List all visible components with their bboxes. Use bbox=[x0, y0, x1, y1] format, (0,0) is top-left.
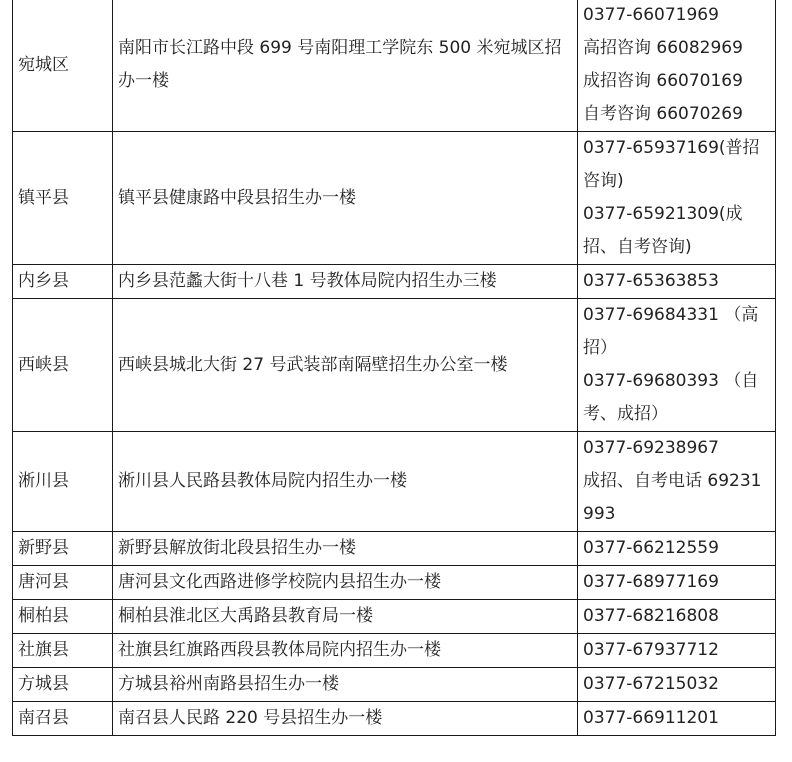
table-row bbox=[13, 299, 776, 432]
admissions-office-table bbox=[12, 0, 776, 736]
district-cell: 内乡县 bbox=[13, 265, 113, 299]
phone-cell bbox=[578, 634, 776, 668]
phone-cell bbox=[578, 566, 776, 600]
district-cell: 南召县 bbox=[13, 702, 113, 736]
phone-cell bbox=[578, 532, 776, 566]
address-cell: 淅川县人民路县教体局院内招生办一楼 bbox=[113, 432, 578, 532]
table-row bbox=[13, 132, 776, 265]
table-body bbox=[13, 0, 776, 736]
address-cell: 桐柏县淮北区大禹路县教育局一楼 bbox=[113, 600, 578, 634]
table-row bbox=[13, 0, 776, 132]
phone-cell bbox=[578, 299, 776, 432]
address-cell: 镇平县健康路中段县招生办一楼 bbox=[113, 132, 578, 265]
phone-cell bbox=[578, 600, 776, 634]
phone-line: 0377-66071969 bbox=[583, 5, 719, 25]
address-cell: 唐河县文化西路进修学校院内县招生办一楼 bbox=[113, 566, 578, 600]
district-cell: 桐柏县 bbox=[13, 600, 113, 634]
phone-cell bbox=[578, 132, 776, 265]
phone-cell bbox=[578, 668, 776, 702]
district-cell: 唐河县 bbox=[13, 566, 113, 600]
phone-line: 0377-67215032 bbox=[583, 674, 719, 694]
table-row bbox=[13, 265, 776, 299]
phone-cell bbox=[578, 432, 776, 532]
table-row bbox=[13, 532, 776, 566]
phone-line: 0377-69238967 bbox=[583, 438, 719, 458]
table-row bbox=[13, 600, 776, 634]
district-cell: 方城县 bbox=[13, 668, 113, 702]
phone-cell bbox=[578, 0, 776, 132]
phone-line: 0377-69684331 （高招） bbox=[583, 305, 759, 358]
phone-line: 0377-69680393 （自考、成招） bbox=[583, 371, 759, 424]
phone-line: 自考咨询 66070269 bbox=[583, 104, 743, 124]
phone-cell bbox=[578, 702, 776, 736]
table-row bbox=[13, 566, 776, 600]
phone-line: 成招、自考电话 69231993 bbox=[583, 471, 762, 524]
phone-line: 成招咨询 66070169 bbox=[583, 71, 743, 91]
phone-line: 0377-68977169 bbox=[583, 572, 719, 592]
table-row bbox=[13, 432, 776, 532]
phone-line: 0377-66911201 bbox=[583, 708, 719, 728]
phone-line: 高招咨询 66082969 bbox=[583, 38, 743, 58]
district-cell: 淅川县 bbox=[13, 432, 113, 532]
address-cell: 社旗县红旗路西段县教体局院内招生办一楼 bbox=[113, 634, 578, 668]
phone-cell bbox=[578, 265, 776, 299]
address-cell: 南阳市长江路中段 699 号南阳理工学院东 500 米宛城区招办一楼 bbox=[113, 0, 578, 132]
phone-line: 0377-65921309(成招、自考咨询) bbox=[583, 204, 743, 257]
address-cell: 南召县人民路 220 号县招生办一楼 bbox=[113, 702, 578, 736]
table-row bbox=[13, 702, 776, 736]
address-cell: 新野县解放街北段县招生办一楼 bbox=[113, 532, 578, 566]
phone-line: 0377-66212559 bbox=[583, 538, 719, 558]
address-cell: 西峡县城北大街 27 号武装部南隔壁招生办公室一楼 bbox=[113, 299, 578, 432]
phone-line: 0377-65937169(普招咨询) bbox=[583, 138, 760, 191]
address-cell: 方城县裕州南路县招生办一楼 bbox=[113, 668, 578, 702]
table-row bbox=[13, 668, 776, 702]
district-cell: 新野县 bbox=[13, 532, 113, 566]
table-row bbox=[13, 634, 776, 668]
address-cell: 内乡县范蠡大街十八巷 1 号教体局院内招生办三楼 bbox=[113, 265, 578, 299]
phone-line: 0377-65363853 bbox=[583, 271, 719, 291]
phone-line: 0377-68216808 bbox=[583, 606, 719, 626]
phone-line: 0377-67937712 bbox=[583, 640, 719, 660]
district-cell: 宛城区 bbox=[13, 0, 113, 132]
district-cell: 西峡县 bbox=[13, 299, 113, 432]
district-cell: 社旗县 bbox=[13, 634, 113, 668]
district-cell: 镇平县 bbox=[13, 132, 113, 265]
